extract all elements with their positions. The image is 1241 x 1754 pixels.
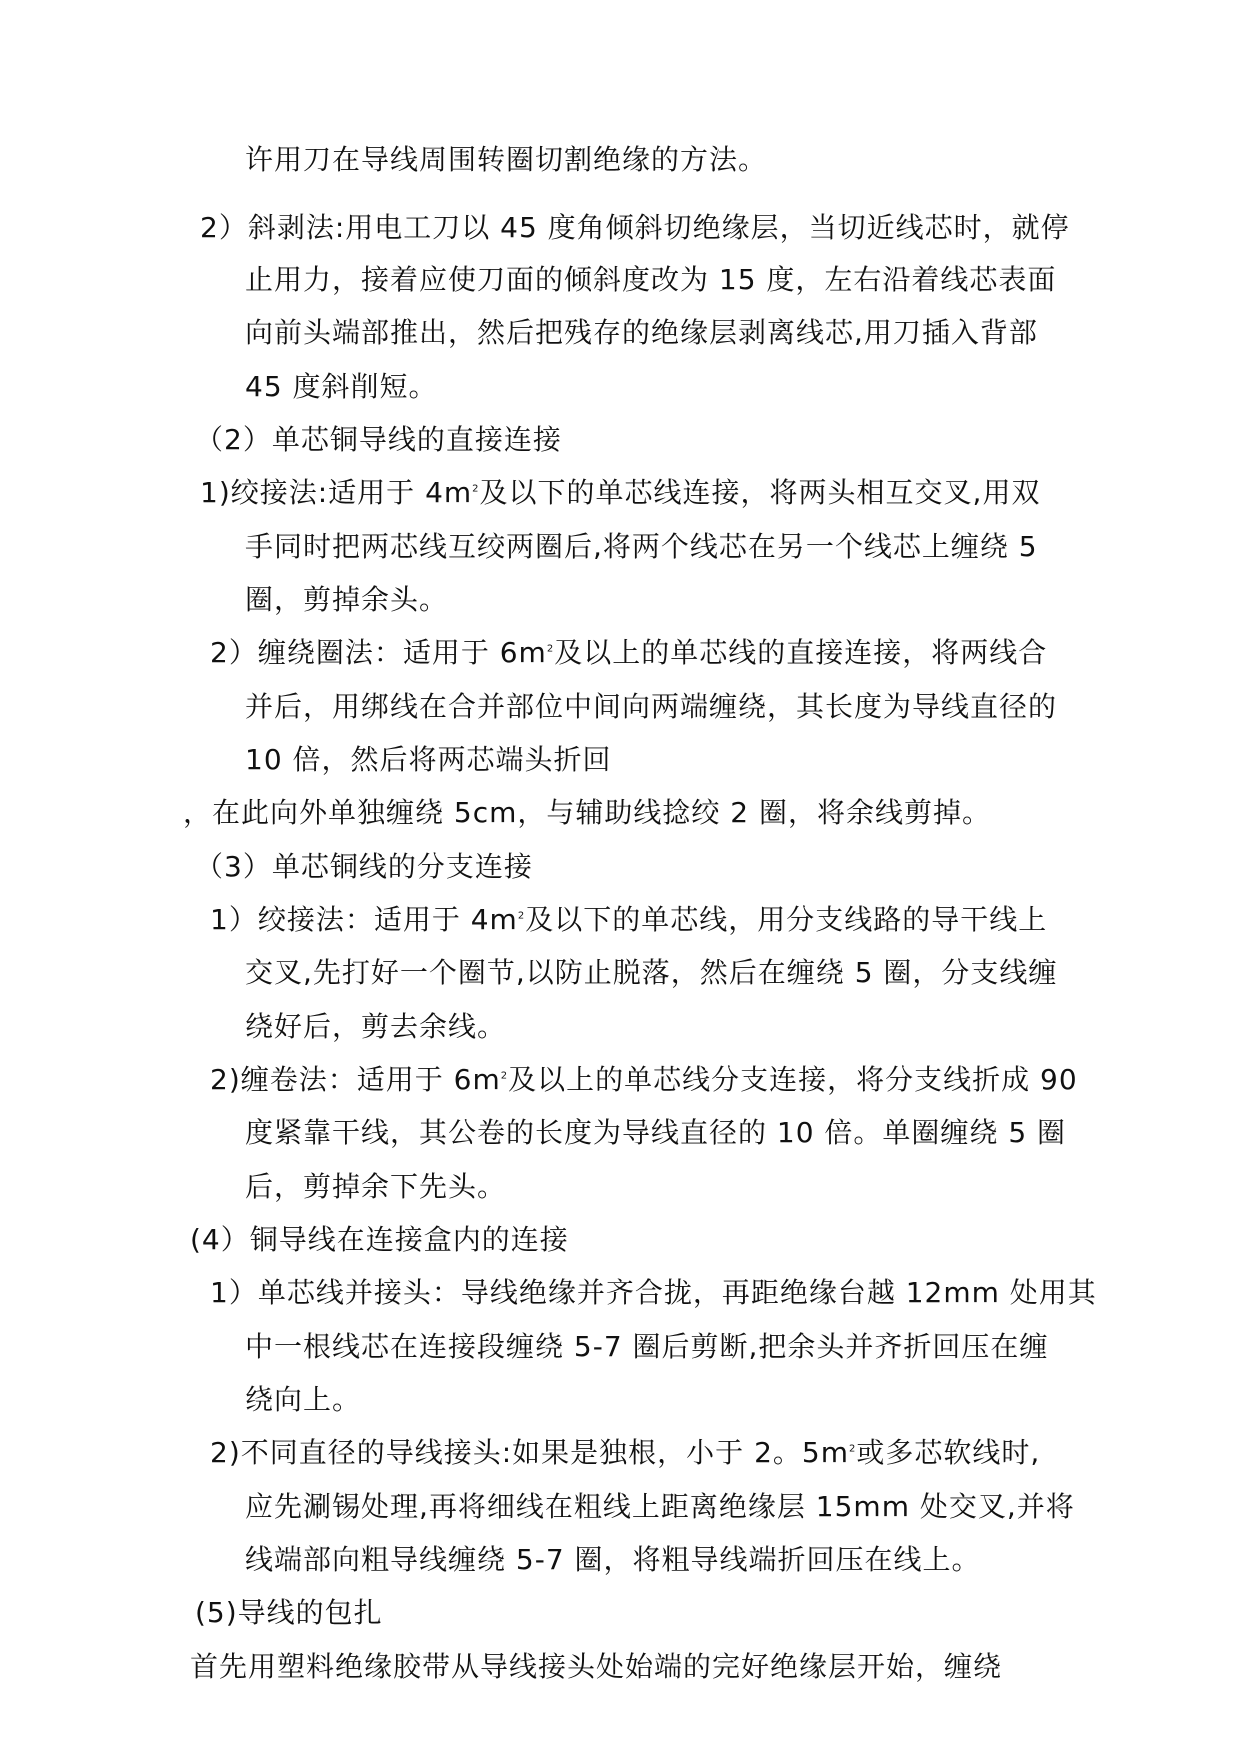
section-heading: （3）单芯铜线的分支连接 xyxy=(195,850,533,883)
superscript: 2 xyxy=(472,483,480,495)
text-line: 向前头端部推出，然后把残存的绝缘层剥离线芯,用刀插入背部 xyxy=(245,316,1038,349)
text-line: 手同时把两芯线互绞两圈后,将两个线芯在另一个线芯上缠绕 5 xyxy=(245,530,1038,563)
text-line: 首先用塑料绝缘胶带从导线接头处始端的完好绝缘层开始，缠绕 xyxy=(190,1650,1003,1683)
list-item-heading xyxy=(210,1433,1040,1473)
text-line: ，在此向外单独缠绕 5cm，与辅助线捻绞 2 圈，将余线剪掉。 xyxy=(183,796,992,829)
text-segment: 2)缠卷法：适用于 6m xyxy=(210,1063,501,1096)
text-line: 止用力，接着应使刀面的倾斜度改为 15 度，左右沿着线芯表面 xyxy=(245,263,1057,296)
text-segment: 及以上的单芯线分支连接，将分支线折成 90 xyxy=(508,1063,1078,1096)
text-line: 10 倍，然后将两芯端头折回 xyxy=(245,743,612,776)
list-item-heading xyxy=(200,473,1040,513)
section-heading: （2）单芯铜导线的直接连接 xyxy=(195,423,562,456)
section-heading: (5)导线的包扎 xyxy=(195,1596,383,1629)
text-line: 并后，用绑线在合并部位中间向两端缠绕，其长度为导线直径的 xyxy=(245,690,1058,723)
text-line: 绕好后，剪去余线。 xyxy=(245,1010,507,1043)
section-heading: (4）铜导线在连接盒内的连接 xyxy=(190,1223,569,1256)
superscript: 2 xyxy=(546,643,555,655)
superscript: 2 xyxy=(517,910,526,922)
list-item-heading: 1）单芯线并接头：导线绝缘并齐合拢，再距绝缘台越 12mm 处用其 xyxy=(210,1276,1097,1309)
list-item-heading xyxy=(210,633,1047,673)
text-segment: 2）缠绕圈法：适用于 6m xyxy=(210,636,547,669)
text-line: 绕向上。 xyxy=(245,1383,362,1416)
text-line: 度紧靠干线，其公卷的长度为导线直径的 10 倍。单圈缠绕 5 圈 xyxy=(245,1116,1067,1149)
list-item-heading xyxy=(210,900,1047,940)
text-segment: 1）绞接法：适用于 4m xyxy=(210,903,518,936)
list-item-heading: 2）斜剥法:用电工刀以 45 度角倾斜切绝缘层，当切近线芯时，就停 xyxy=(200,211,1070,244)
text-line: 后，剪掉余下先头。 xyxy=(245,1170,507,1203)
text-segment: 2)不同直径的导线接头:如果是独根，小于 2。5m xyxy=(210,1436,849,1469)
list-item-heading xyxy=(210,1060,1078,1100)
text-segment: 1)绞接法:适用于 4m xyxy=(200,476,473,509)
text-segment: 及以下的单芯线连接，将两头相互交叉,用双 xyxy=(479,476,1041,509)
text-line: 中一根线芯在连接段缠绕 5-7 圈后剪断,把余头并齐折回压在缠 xyxy=(245,1330,1049,1363)
superscript: 2 xyxy=(848,1443,857,1455)
text-line: 许用刀在导线周围转圈切割绝缘的方法。 xyxy=(245,143,768,176)
text-segment: 或多芯软线时, xyxy=(856,1436,1041,1469)
text-line: 线端部向粗导线缠绕 5-7 圈，将粗导线端折回压在线上。 xyxy=(245,1543,981,1576)
text-line: 圈，剪掉余头。 xyxy=(245,583,449,616)
text-line: 交叉,先打好一个圈节,以防止脱落，然后在缠绕 5 圈，分支线缠 xyxy=(245,956,1058,989)
superscript: 2 xyxy=(500,1070,509,1082)
text-segment: 及以上的单芯线的直接连接，将两线合 xyxy=(554,636,1048,669)
text-line: 应先涮锡处理,再将细线在粗线上距离绝缘层 15mm 处交叉,并将 xyxy=(245,1490,1075,1523)
text-line: 45 度斜削短。 xyxy=(245,370,438,403)
text-segment: 及以下的单芯线，用分支线路的导干线上 xyxy=(525,903,1048,936)
